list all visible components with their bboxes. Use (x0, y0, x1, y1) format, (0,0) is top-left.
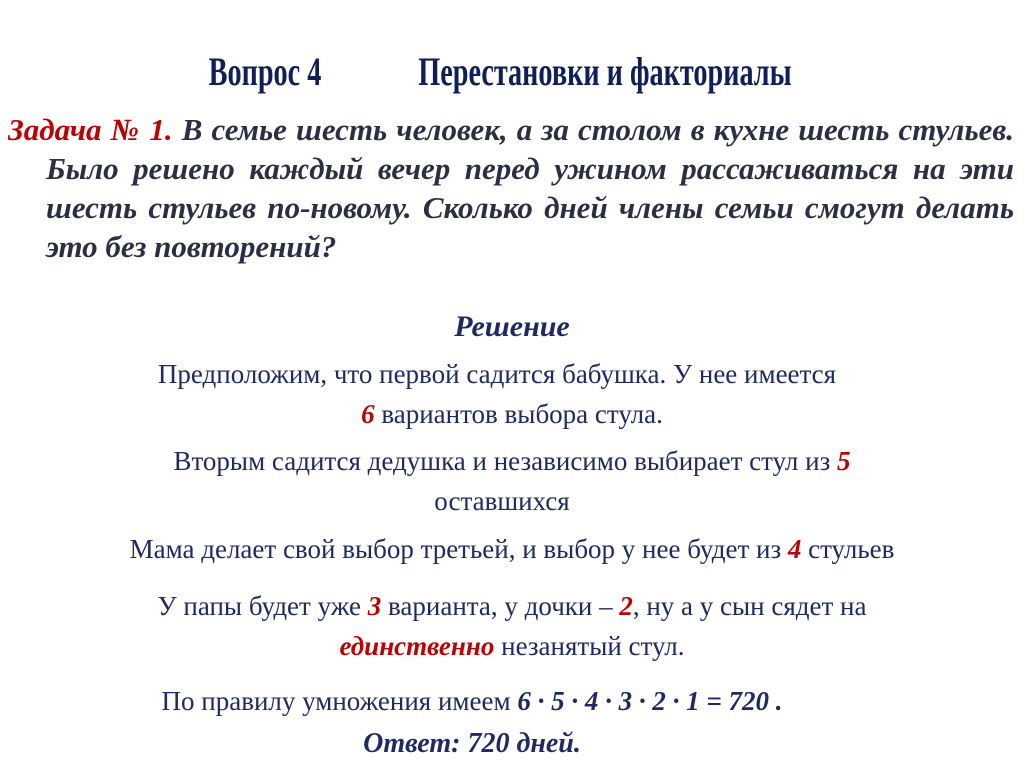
text: Предположим, что первой садится бабушка. У нее имеется (157, 359, 837, 389)
solution-line-5 (0, 530, 1024, 568)
solution-heading: Решение (454, 310, 570, 343)
formula: 6 · 5 · 4 · 3 · 2 · 1 = 720 . (517, 686, 783, 716)
emphasis: единственно (339, 631, 495, 661)
solution-line-7 (0, 627, 1024, 665)
text: варианта, у дочки – (381, 591, 620, 621)
question-number: Вопрос 4 (208, 49, 321, 94)
number: 5 (837, 446, 851, 476)
slide-title (0, 48, 1024, 95)
solution-line-8 (0, 682, 1024, 720)
text: оставшихся (434, 486, 570, 516)
text: , ну а у сын сядет на (632, 591, 867, 621)
solution-line-6 (0, 587, 1024, 625)
text: У папы будет уже (157, 591, 368, 621)
number: 4 (787, 534, 802, 564)
text: Мама делает свой выбор третьей, и выбор у нее будет из (129, 534, 788, 564)
text: Вторым садится дедушка и независимо выбирает стул из (173, 446, 838, 476)
topic-title: Перестановки и факториалы (417, 49, 791, 94)
task-label: Задача № 1. (8, 112, 173, 147)
number: 6 (361, 399, 375, 429)
solution-line-2 (0, 395, 1024, 433)
solution-line-4 (0, 482, 1024, 520)
text: стульев (801, 534, 895, 564)
number: 3 (367, 591, 382, 621)
solution-line-1 (0, 355, 1024, 393)
solution-line-3 (0, 442, 1024, 480)
task-text: В семье шесть человек, а за столом в кухне шесть стульев. Было решено каждый вечер перед ужином рассаживаться на эти шесть стульев по-новому. Сколько дней члены семьи смогут делать это без повторений? (46, 112, 1014, 264)
number: 2 (619, 591, 633, 621)
text: незанятый стул. (494, 631, 685, 661)
text: По правилу умножения имеем (161, 686, 518, 716)
task-statement (8, 110, 1014, 266)
text: вариантов выбора стула. (374, 399, 663, 429)
answer: Ответ: 720 дней. (363, 728, 581, 759)
